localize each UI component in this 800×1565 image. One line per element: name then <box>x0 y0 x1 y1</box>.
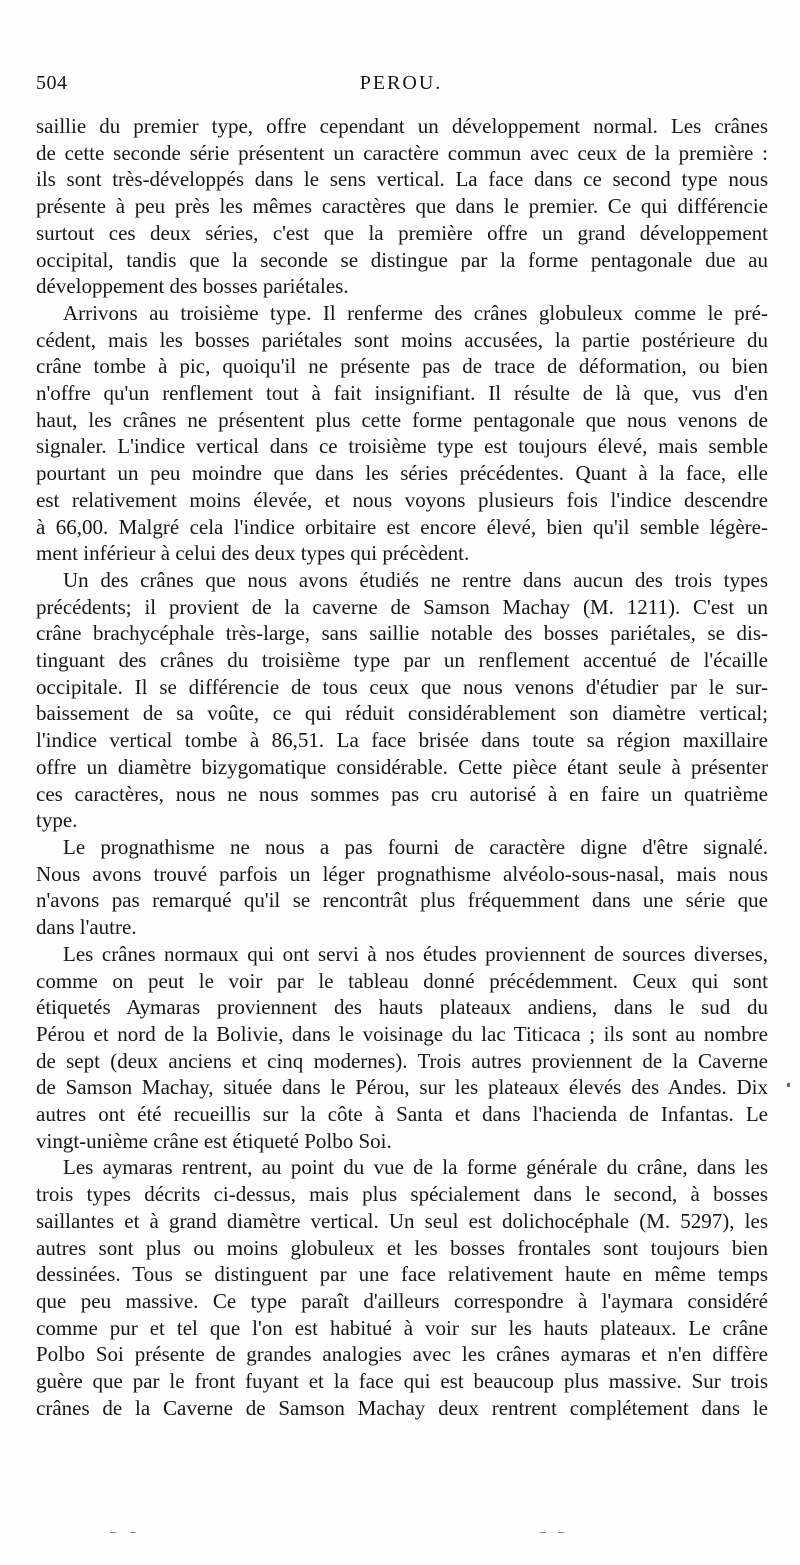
text-line: est relativement moins élevée, et nous voyons plusieurs fois l'indice descendre <box>36 487 768 512</box>
margin-speck <box>787 1083 790 1087</box>
text-line: haut, les crânes ne présentent plus cette forme pentagonale que nous venons de <box>36 407 768 432</box>
text-line: occipital, tandis que la seconde se distingue par la forme pentagonale due au <box>36 247 768 272</box>
text-line: Pérou et nord de la Bolivie, dans le voisinage du lac Titicaca ; ils sont au nombre <box>36 1021 768 1046</box>
paragraph <box>36 567 768 834</box>
text-line: comme on peut le voir par le tableau donné précédemment. Ceux qui sont <box>36 968 768 993</box>
text-line: n'offre qu'un renflement tout à fait insignifiant. Il résulte de là que, vus d'en <box>36 381 768 406</box>
text-line: l'indice vertical tombe à 86,51. La face brisée dans toute sa région maxillaire <box>36 728 768 753</box>
text-line: tinguant des crânes du troisième type par un renflement accentué de l'écaille <box>36 648 768 673</box>
text-line: pourtant un peu moindre que dans les séries précédentes. Quant à la face, elle <box>36 461 768 486</box>
scan-mark <box>558 1532 564 1533</box>
paragraph <box>36 941 768 1155</box>
text-line: Nous avons trouvé parfois un léger prognathisme alvéolo-sous-nasal, mais nous <box>36 861 768 886</box>
running-title: PEROU. <box>359 72 443 94</box>
text-line: ces caractères, nous ne nous sommes pas cru autorisé à en faire un quatrième <box>36 781 768 806</box>
text-line: baissement de sa voûte, ce qui réduit considérablement son diamètre vertical; <box>36 701 768 726</box>
text-line: cédent, mais les bosses pariétales sont moins accusées, la partie postérieure du <box>36 327 768 352</box>
text-line: dessinées. Tous se distinguent par une face relativement haute en même temps <box>36 1262 768 1287</box>
paragraph <box>36 300 768 567</box>
text-line: autres ont été recueillis sur la côte à Santa et dans l'hacienda de Infantas. Le <box>36 1102 768 1127</box>
text-line: de Samson Machay, située dans le Pérou, sur les plateaux élevés des Andes. Dix <box>36 1075 768 1100</box>
text-line: vingt-unième crâne est étiqueté Polbo Soi. <box>36 1128 392 1153</box>
text-line: saillie du premier type, offre cependant un développement normal. Les crânes <box>36 114 768 138</box>
paragraph <box>36 834 768 941</box>
text-line: que peu massive. Ce type paraît d'ailleurs correspondre à l'aymara considéré <box>36 1288 768 1313</box>
text-line: de cette seconde série présentent un caractère commun avec ceux de la première : <box>36 140 768 165</box>
paragraph <box>36 1154 768 1421</box>
text-line: développement des bosses pariétales. <box>36 274 349 299</box>
text-line: à 66,00. Malgré cela l'indice orbitaire est encore élevé, bien qu'il semble légère- <box>36 514 768 539</box>
running-head <box>36 72 766 102</box>
text-line: type. <box>36 808 78 833</box>
text-line: crâne brachycéphale très-large, sans saillie notable des bosses pariétales, se dis- <box>36 621 768 646</box>
text-line: Le prognathisme ne nous a pas fourni de caractère digne d'être signalé. <box>63 834 768 859</box>
text-line: trois types décrits ci-dessus, mais plus spécialement dans le second, à bosses <box>36 1182 768 1207</box>
text-line: Un des crânes que nous avons étudiés ne rentre dans aucun des trois types <box>63 567 768 592</box>
scan-mark <box>130 1532 136 1533</box>
text-line: de sept (deux anciens et cinq modernes). Trois autres proviennent de la Caverne <box>36 1048 768 1073</box>
text-line: ils sont très-développés dans le sens vertical. La face dans ce second type nous <box>36 167 768 192</box>
text-line: autres sont plus ou moins globuleux et les bosses frontales sont toujours bien <box>36 1235 768 1260</box>
paragraph <box>36 113 768 300</box>
body-text <box>36 113 768 1421</box>
text-line: Arrivons au troisième type. Il renferme des crânes globuleux comme le pré- <box>63 300 768 325</box>
text-line: ment inférieur à celui des deux types qui précèdent. <box>36 541 470 566</box>
text-line: guère que par le front fuyant et la face qui est beaucoup plus massive. Sur trois <box>36 1369 768 1394</box>
text-line: signaler. L'indice vertical dans ce troisième type est toujours élevé, mais semble <box>36 434 768 459</box>
scan-mark <box>540 1532 546 1533</box>
text-line: précédents; il provient de la caverne de Samson Machay (M. 1211). C'est un <box>36 594 768 619</box>
text-line: saillantes et à grand diamètre vertical. Un seul est dolichocéphale (M. 5297), les <box>36 1208 768 1233</box>
text-line: Les crânes normaux qui ont servi à nos études proviennent de sources diverses, <box>63 941 768 966</box>
text-line: dans l'autre. <box>36 915 137 940</box>
text-line: Polbo Soi présente de grandes analogies avec les crânes aymaras et n'en diffère <box>36 1342 768 1367</box>
text-line: étiquetés Aymaras proviennent des hauts plateaux andiens, dans le sud du <box>36 995 768 1020</box>
text-line: présente à peu près les mêmes caractères que dans le premier. Ce qui différencie <box>36 194 768 219</box>
text-line: Les aymaras rentrent, au point du vue de la forme générale du crâne, dans les <box>63 1155 768 1180</box>
text-line: comme pur et tel que l'on est habitué à voir sur les hauts plateaux. Le crâne <box>36 1315 768 1340</box>
text-line: crânes de la Caverne de Samson Machay deux rentrent complétement dans le <box>36 1395 768 1420</box>
text-line: crâne tombe à pic, quoiqu'il ne présente pas de trace de déformation, ou bien <box>36 354 768 379</box>
scan-mark <box>110 1532 116 1533</box>
page-number: 504 <box>36 72 68 94</box>
text-line: surtout ces deux séries, c'est que la première offre un grand développement <box>36 220 768 245</box>
text-line: occipitale. Il se différencie de tous ceux que nous venons d'étudier par le sur- <box>36 674 768 699</box>
text-line: n'avons pas remarqué qu'il se rencontrât plus fréquemment dans une série que <box>36 888 768 913</box>
text-line: offre un diamètre bizygomatique considérable. Cette pièce étant seule à présenter <box>36 754 768 779</box>
